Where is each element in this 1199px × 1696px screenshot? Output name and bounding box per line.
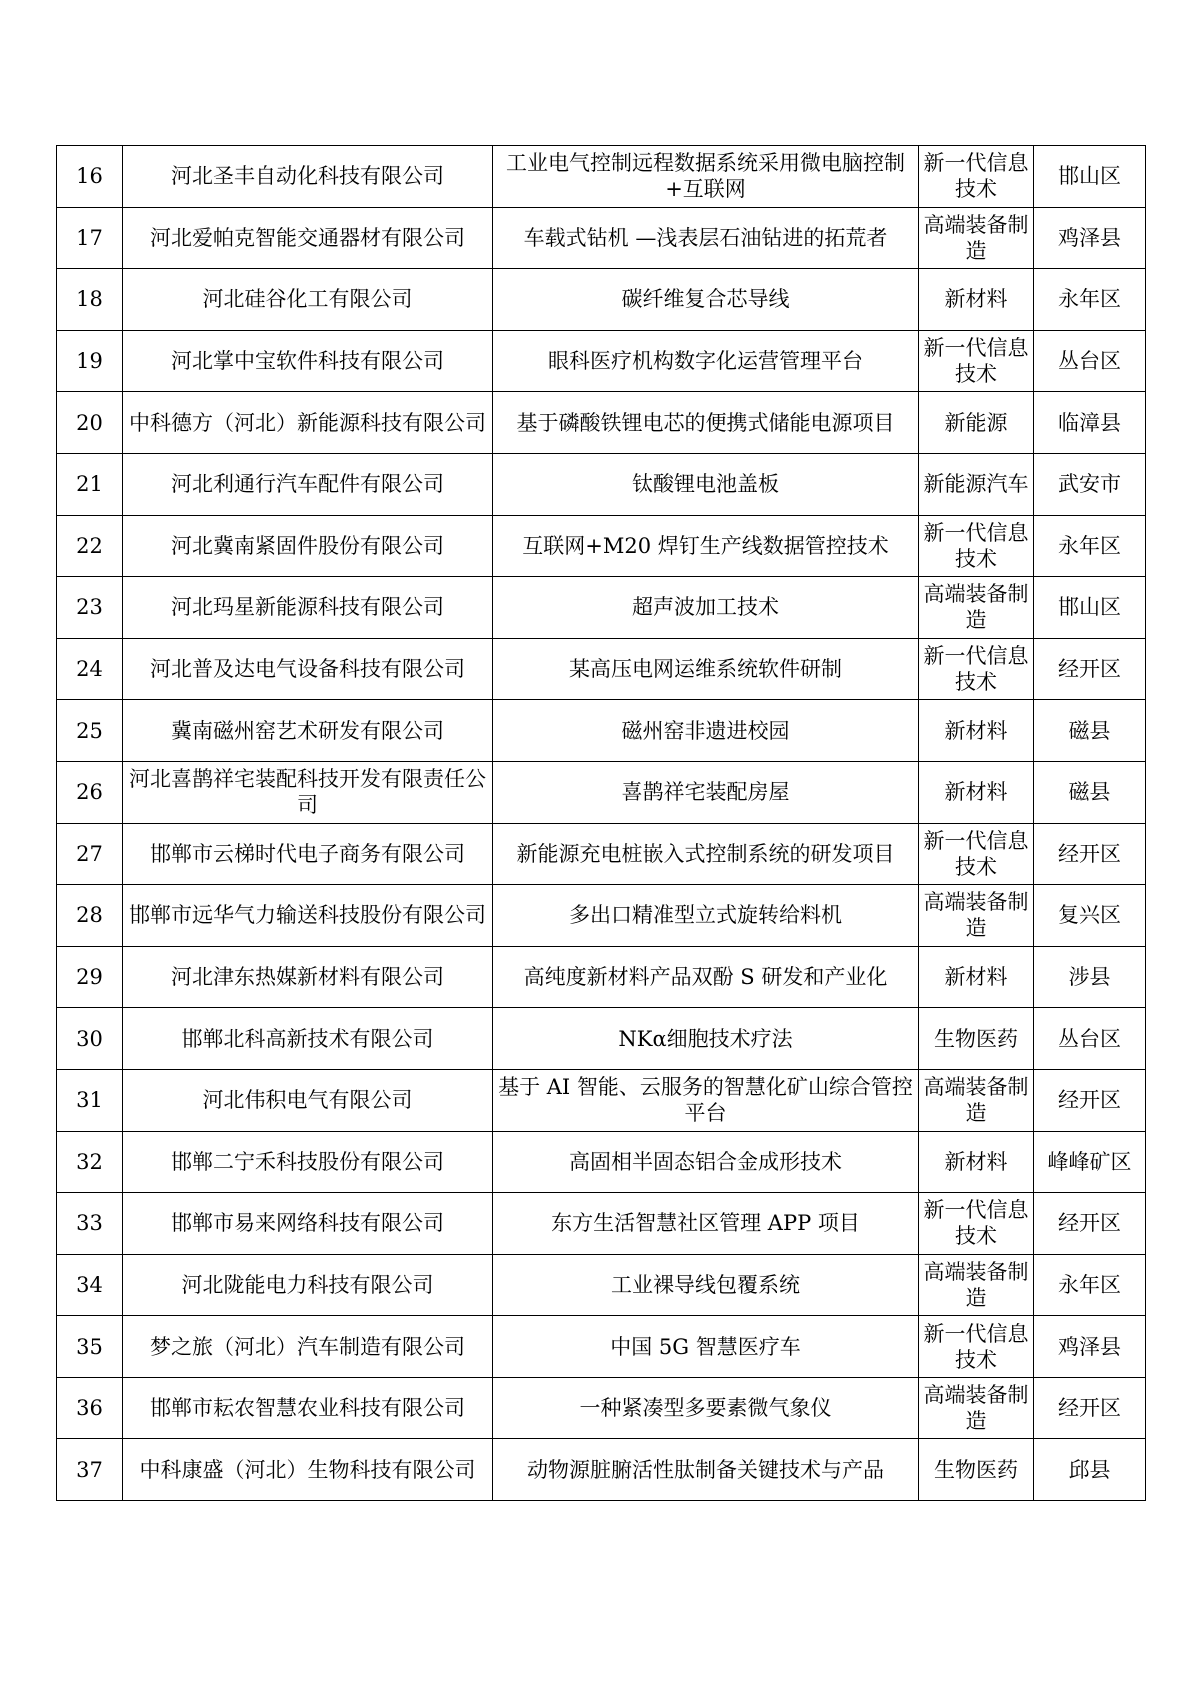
industry-field-cell: 新一代信息技术	[919, 1193, 1034, 1255]
district-cell: 武安市	[1034, 453, 1146, 515]
row-number-cell: 23	[57, 577, 123, 639]
industry-field-cell: 生物医药	[919, 1439, 1034, 1501]
company-name-cell: 邯郸二宁禾科技股份有限公司	[123, 1131, 493, 1193]
row-number-cell: 18	[57, 269, 123, 331]
industry-field-cell: 新材料	[919, 700, 1034, 762]
table-row	[57, 269, 1146, 331]
table-row	[57, 946, 1146, 1008]
company-name-cell: 邯郸市易来网络科技有限公司	[123, 1193, 493, 1255]
project-name-cell: 喜鹊祥宅装配房屋	[493, 761, 919, 823]
industry-field-cell: 高端装备制造	[919, 885, 1034, 947]
project-name-cell: 东方生活智慧社区管理 APP 项目	[493, 1193, 919, 1255]
industry-field-cell: 新一代信息技术	[919, 823, 1034, 885]
district-cell: 临漳县	[1034, 392, 1146, 454]
table-row	[57, 146, 1146, 208]
row-number-cell: 30	[57, 1008, 123, 1070]
industry-field-cell: 高端装备制造	[919, 1254, 1034, 1316]
industry-field-cell: 高端装备制造	[919, 577, 1034, 639]
company-name-cell: 中科康盛（河北）生物科技有限公司	[123, 1439, 493, 1501]
company-name-cell: 邯郸市云梯时代电子商务有限公司	[123, 823, 493, 885]
industry-field-cell: 新材料	[919, 761, 1034, 823]
project-name-cell: 新能源充电桩嵌入式控制系统的研发项目	[493, 823, 919, 885]
project-name-cell: 磁州窑非遗进校园	[493, 700, 919, 762]
table-row	[57, 1069, 1146, 1131]
company-name-cell: 梦之旅（河北）汽车制造有限公司	[123, 1316, 493, 1378]
company-name-cell: 河北喜鹊祥宅装配科技开发有限责任公司	[123, 761, 493, 823]
row-number-cell: 22	[57, 515, 123, 577]
company-name-cell: 中科德方（河北）新能源科技有限公司	[123, 392, 493, 454]
table-row	[57, 1316, 1146, 1378]
district-cell: 经开区	[1034, 638, 1146, 700]
company-name-cell: 邯郸北科高新技术有限公司	[123, 1008, 493, 1070]
project-name-cell: 基于磷酸铁锂电芯的便携式储能电源项目	[493, 392, 919, 454]
project-name-cell: 基于 AI 智能、云服务的智慧化矿山综合管控平台	[493, 1069, 919, 1131]
company-name-cell: 河北伟积电气有限公司	[123, 1069, 493, 1131]
company-name-cell: 河北玛星新能源科技有限公司	[123, 577, 493, 639]
district-cell: 永年区	[1034, 269, 1146, 331]
district-cell: 鸡泽县	[1034, 1316, 1146, 1378]
row-number-cell: 33	[57, 1193, 123, 1255]
project-name-cell: 中国 5G 智慧医疗车	[493, 1316, 919, 1378]
industry-field-cell: 新一代信息技术	[919, 638, 1034, 700]
company-name-cell: 河北冀南紧固件股份有限公司	[123, 515, 493, 577]
district-cell: 永年区	[1034, 515, 1146, 577]
district-cell: 邯山区	[1034, 577, 1146, 639]
district-cell: 丛台区	[1034, 330, 1146, 392]
district-cell: 峰峰矿区	[1034, 1131, 1146, 1193]
project-name-cell: 钛酸锂电池盖板	[493, 453, 919, 515]
project-name-cell: 一种紧凑型多要素微气象仪	[493, 1377, 919, 1439]
industry-field-cell: 新材料	[919, 946, 1034, 1008]
industry-field-cell: 高端装备制造	[919, 207, 1034, 269]
project-name-cell: 眼科医疗机构数字化运营管理平台	[493, 330, 919, 392]
district-cell: 复兴区	[1034, 885, 1146, 947]
table-row	[57, 761, 1146, 823]
industry-field-cell: 新一代信息技术	[919, 146, 1034, 208]
table-row	[57, 453, 1146, 515]
company-name-cell: 河北掌中宝软件科技有限公司	[123, 330, 493, 392]
row-number-cell: 25	[57, 700, 123, 762]
company-name-cell: 河北津东热媒新材料有限公司	[123, 946, 493, 1008]
project-name-cell: 碳纤维复合芯导线	[493, 269, 919, 331]
company-name-cell: 邯郸市远华气力输送科技股份有限公司	[123, 885, 493, 947]
industry-field-cell: 新材料	[919, 1131, 1034, 1193]
table-row	[57, 207, 1146, 269]
table-row	[57, 577, 1146, 639]
table-row	[57, 1439, 1146, 1501]
company-name-cell: 河北硅谷化工有限公司	[123, 269, 493, 331]
company-name-cell: 河北利通行汽车配件有限公司	[123, 453, 493, 515]
table-body	[57, 146, 1146, 1501]
company-name-cell: 河北爱帕克智能交通器材有限公司	[123, 207, 493, 269]
row-number-cell: 32	[57, 1131, 123, 1193]
project-name-cell: 高固相半固态铝合金成形技术	[493, 1131, 919, 1193]
table-row	[57, 515, 1146, 577]
project-name-cell: 多出口精准型立式旋转给料机	[493, 885, 919, 947]
industry-field-cell: 生物医药	[919, 1008, 1034, 1070]
row-number-cell: 19	[57, 330, 123, 392]
project-table	[56, 145, 1146, 1501]
table-row	[57, 700, 1146, 762]
table-row	[57, 1193, 1146, 1255]
row-number-cell: 36	[57, 1377, 123, 1439]
district-cell: 永年区	[1034, 1254, 1146, 1316]
row-number-cell: 34	[57, 1254, 123, 1316]
row-number-cell: 35	[57, 1316, 123, 1378]
company-name-cell: 冀南磁州窑艺术研发有限公司	[123, 700, 493, 762]
district-cell: 经开区	[1034, 1069, 1146, 1131]
table-row	[57, 823, 1146, 885]
district-cell: 经开区	[1034, 1193, 1146, 1255]
table-row	[57, 392, 1146, 454]
district-cell: 鸡泽县	[1034, 207, 1146, 269]
project-name-cell: 某高压电网运维系统软件研制	[493, 638, 919, 700]
table-row	[57, 1254, 1146, 1316]
industry-field-cell: 新能源汽车	[919, 453, 1034, 515]
company-name-cell: 河北陇能电力科技有限公司	[123, 1254, 493, 1316]
company-name-cell: 河北圣丰自动化科技有限公司	[123, 146, 493, 208]
row-number-cell: 27	[57, 823, 123, 885]
project-name-cell: 超声波加工技术	[493, 577, 919, 639]
industry-field-cell: 新材料	[919, 269, 1034, 331]
table-row	[57, 1131, 1146, 1193]
table-row	[57, 1008, 1146, 1070]
row-number-cell: 29	[57, 946, 123, 1008]
company-name-cell: 河北普及达电气设备科技有限公司	[123, 638, 493, 700]
row-number-cell: 24	[57, 638, 123, 700]
district-cell: 邱县	[1034, 1439, 1146, 1501]
project-name-cell: 工业裸导线包覆系统	[493, 1254, 919, 1316]
row-number-cell: 20	[57, 392, 123, 454]
table-row	[57, 638, 1146, 700]
district-cell: 邯山区	[1034, 146, 1146, 208]
district-cell: 经开区	[1034, 1377, 1146, 1439]
row-number-cell: 37	[57, 1439, 123, 1501]
project-name-cell: 高纯度新材料产品双酚 S 研发和产业化	[493, 946, 919, 1008]
district-cell: 磁县	[1034, 761, 1146, 823]
table-row	[57, 1377, 1146, 1439]
table-row	[57, 330, 1146, 392]
row-number-cell: 31	[57, 1069, 123, 1131]
row-number-cell: 16	[57, 146, 123, 208]
industry-field-cell: 新一代信息技术	[919, 515, 1034, 577]
row-number-cell: 28	[57, 885, 123, 947]
industry-field-cell: 高端装备制造	[919, 1377, 1034, 1439]
project-name-cell: 车载式钻机 —浅表层石油钻进的拓荒者	[493, 207, 919, 269]
district-cell: 涉县	[1034, 946, 1146, 1008]
row-number-cell: 26	[57, 761, 123, 823]
district-cell: 磁县	[1034, 700, 1146, 762]
row-number-cell: 21	[57, 453, 123, 515]
table-row	[57, 885, 1146, 947]
row-number-cell: 17	[57, 207, 123, 269]
project-name-cell: 互联网+M20 焊钉生产线数据管控技术	[493, 515, 919, 577]
project-name-cell: 工业电气控制远程数据系统采用微电脑控制+互联网	[493, 146, 919, 208]
industry-field-cell: 新一代信息技术	[919, 1316, 1034, 1378]
company-name-cell: 邯郸市耘农智慧农业科技有限公司	[123, 1377, 493, 1439]
project-name-cell: 动物源脏腑活性肽制备关键技术与产品	[493, 1439, 919, 1501]
district-cell: 经开区	[1034, 823, 1146, 885]
district-cell: 丛台区	[1034, 1008, 1146, 1070]
industry-field-cell: 新能源	[919, 392, 1034, 454]
project-name-cell: NKα细胞技术疗法	[493, 1008, 919, 1070]
industry-field-cell: 新一代信息技术	[919, 330, 1034, 392]
industry-field-cell: 高端装备制造	[919, 1069, 1034, 1131]
